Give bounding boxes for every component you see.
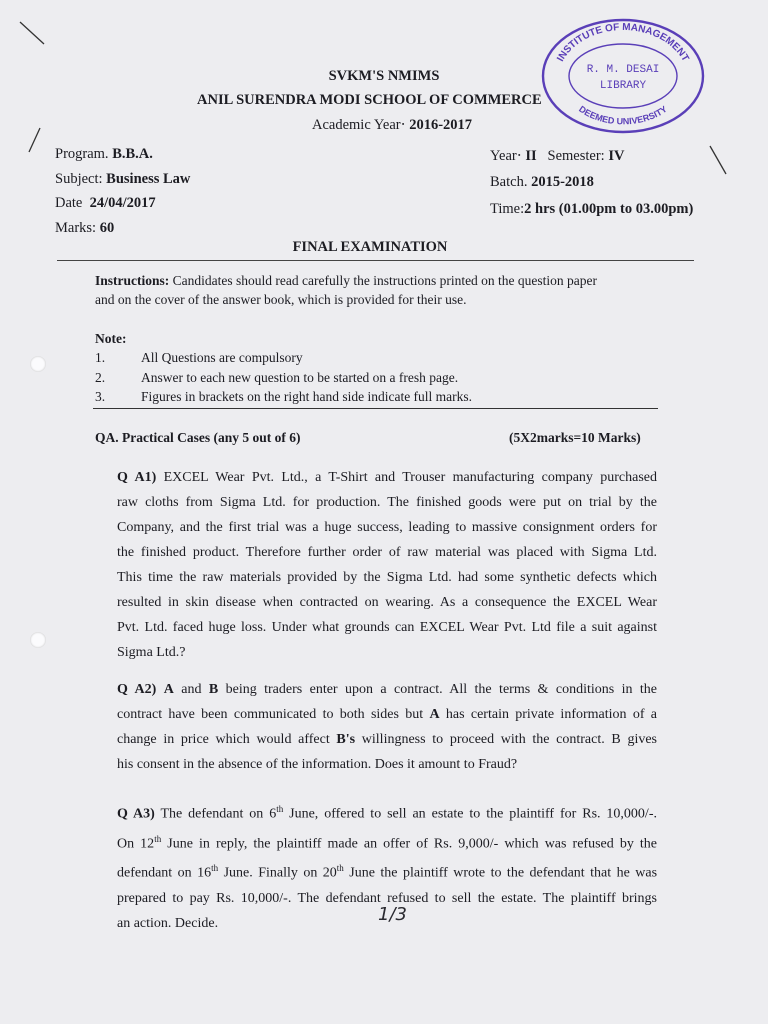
time-value: 2 hrs (01.00pm to 03.00pm): [524, 201, 694, 217]
batch-value: 2015-2018: [531, 174, 594, 190]
batch-label: Batch.: [490, 174, 528, 190]
pen-mark-top-left: [18, 20, 48, 50]
note-num-2: 2.: [95, 370, 106, 385]
note-text-3: Figures in brackets on the right hand side indicate full marks.: [141, 389, 473, 404]
q3-line: prepared to pay Rs. 10,000/-. The defendant refused to sell the estate. The plaintiff brings: [117, 890, 657, 906]
date-row: [55, 195, 156, 212]
svg-text:DEEMED UNIVERSITY: [577, 104, 669, 127]
program-label: Program.: [55, 146, 109, 162]
subject-label: Subject:: [55, 171, 103, 187]
batch-row: [490, 174, 594, 191]
marks-row: [55, 220, 114, 237]
academic-year-label: Academic Year: [312, 117, 401, 133]
instructions-line-1: Instructions: Candidates should read carefully the instructions printed on the question paper: [95, 273, 598, 288]
year-label: Year: [490, 148, 517, 164]
punch-hole-top: [30, 356, 46, 372]
q3-line: an action. Decide.: [117, 915, 219, 931]
page-number-mark: 1/3: [378, 904, 407, 925]
q2-line: change in price which would affect B's willingness to proceed with the contract. B gives: [117, 732, 658, 747]
instructions-label: Instructions:: [95, 273, 170, 288]
academic-year: Academic Year⋅ 2016-2017: [312, 117, 473, 133]
pen-mark-right: [704, 144, 734, 178]
q2-line: Q A2) A and B being traders enter upon a contract. All the terms & conditions in the: [117, 682, 657, 697]
instructions-line-2: and on the cover of the answer book, which is provided for their use.: [95, 292, 467, 307]
q1-line: the finished product. Therefore further order of raw material was placed with Sigma Ltd.: [117, 545, 657, 560]
q1-line: raw cloths from Sigma Ltd. for production. The finished goods were put on trial by the: [117, 495, 657, 510]
notes-rule: [93, 408, 658, 409]
semester-value: IV: [608, 148, 625, 164]
q1-line: Q A1) EXCEL Wear Pvt. Ltd., a T-Shirt and Trouser manufacturing company purchased: [117, 470, 658, 485]
question-a1: [117, 465, 657, 665]
section-title: QA. Practical Cases (any 5 out of 6): [95, 430, 301, 445]
q1-line: Company, and the first trial was a huge success, leading to massive consignment orders for: [117, 520, 657, 535]
q3-line: defendant on 16th June. Finally on 20th June the plaintiff wrote to the defendant that he was: [117, 863, 658, 881]
q2-line: contract have been communicated to both sides but A has certain private information of a: [117, 707, 658, 722]
note-num-1: 1.: [95, 350, 106, 365]
svg-text:INSTITUTE OF MANAGEMENT: [555, 22, 690, 64]
q3-line: Q A3) The defendant on 6th June, offered to sell an estate to the plaintiff for Rs. 10,000/-.: [117, 804, 657, 822]
q3-line: On 12th June in reply, the plaintiff made an offer of Rs. 9,000/- which was refused by the: [117, 833, 657, 852]
marks-label: Marks:: [55, 220, 97, 236]
stamp-outer-top: INSTITUTE OF MANAGEMENT: [555, 21, 691, 64]
academic-year-value: 2016-2017: [409, 117, 473, 133]
q1-line: resulted in skin disease when contracted on wearing. As a consequence the EXCEL Wear: [117, 595, 657, 610]
q1-line: Sigma Ltd.?: [117, 645, 186, 660]
question-a2: [117, 677, 657, 777]
q1-line: Pvt. Ltd. faced huge loss. Under what grounds can EXCEL Wear Pvt. Ltd file a suit against: [117, 620, 657, 635]
subject-value: Business Law: [106, 171, 191, 187]
punch-hole-bottom: [30, 632, 46, 648]
exam-title: FINAL EXAMINATION: [292, 239, 448, 255]
stamp-line-2: LIBRARY: [599, 80, 647, 92]
time-row: [490, 201, 693, 218]
program-value: B.B.A.: [112, 146, 153, 162]
year-semester-row: Year⋅ II Semester: IV: [490, 148, 625, 164]
date-value: 24/04/2017: [89, 195, 156, 211]
q2-line: his consent in the absence of the information. Does it amount to Fraud?: [117, 757, 518, 772]
note-text-1: All Questions are compulsory: [141, 350, 303, 365]
q1-line: This time the raw materials provided by the Sigma Ltd. had some synthetic defects which: [117, 570, 657, 585]
date-label: Date: [55, 195, 83, 211]
school-name: ANIL SURENDRA MODI SCHOOL OF COMMERCE: [197, 92, 542, 108]
semester-label: Semester:: [547, 148, 605, 164]
pen-mark-left: [26, 126, 46, 156]
subject-row: [55, 171, 190, 188]
year-value: II: [525, 148, 537, 164]
note-num-3: 3.: [95, 389, 106, 404]
marks-value: 60: [99, 220, 115, 236]
time-label: Time:: [490, 201, 525, 217]
note-label: Note:: [95, 331, 127, 346]
note-text-2: Answer to each new question to be started on a fresh page.: [141, 370, 459, 385]
section-marks: (5X2marks=10 Marks): [509, 430, 641, 445]
program-row: [55, 146, 153, 163]
institute-name: SVKM'S NMIMS: [328, 68, 440, 84]
stamp-line-1: R. M. DESAI: [586, 64, 660, 76]
title-rule: [57, 260, 694, 261]
stamp-outer-bottom: DEEMED UNIVERSITY: [577, 103, 669, 127]
